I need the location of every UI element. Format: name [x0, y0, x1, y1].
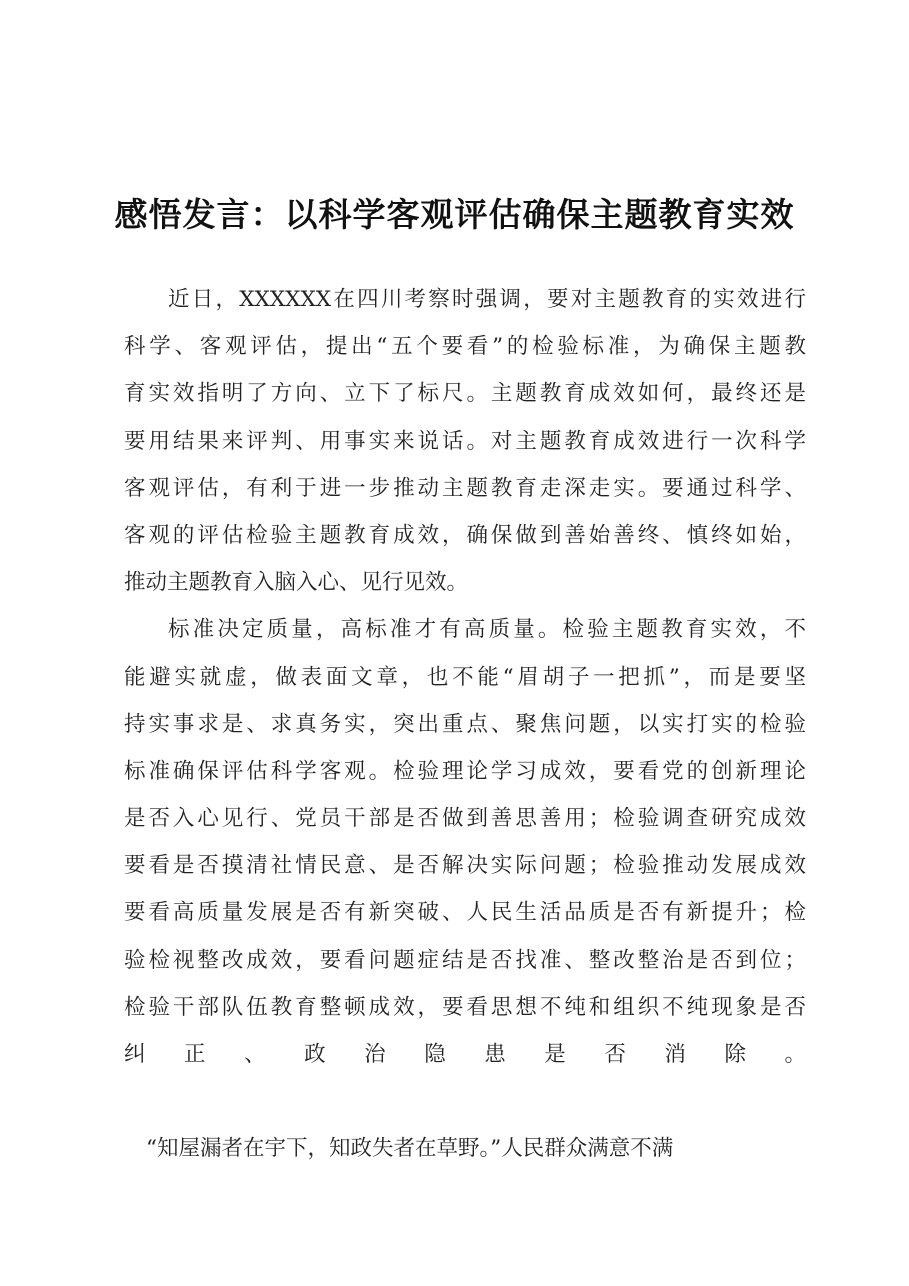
text-line: 检验干部队伍教育整顿成效，要看思想不纯和组织不纯现象是否	[124, 994, 806, 1020]
text-line: 验检视整改成效，要看问题症结是否找准、整改整治是否到位；	[124, 947, 806, 973]
text-line: 育实效指明了方向、立下了标尺。主题教育成效如何，最终还是	[124, 381, 806, 407]
paragraph-1	[124, 276, 806, 606]
text-line: 客观的评估检验主题教育成效，确保做到善始善终、慎终如始，	[124, 522, 806, 548]
text-line	[124, 1078, 806, 1125]
text-line: 要看高质量发展是否有新突破、人民生活品质是否有新提升；检	[124, 900, 806, 926]
document-body	[124, 276, 806, 1173]
text-line: 推动主题教育入脑入心、见行见效。	[124, 570, 469, 596]
text-line: “知屋漏者在宇下，知政失者在草野。”人民群众满意不满	[146, 1136, 674, 1162]
document-title: 感悟发言：以科学客观评估确保主题教育实效	[114, 195, 795, 234]
text-line: 要看是否摸清社情民意、是否解决实际问题；检验推动发展成效	[124, 853, 806, 879]
text-line: 科学、客观评估，提出“五个要看”的检验标准，为确保主题教	[124, 334, 806, 360]
paragraph-3	[124, 1125, 806, 1172]
text-line: 持实事求是、求真务实，突出重点、聚焦问题，以实打实的检验	[124, 711, 806, 737]
text-line: 标准决定质量，高标准才有高质量。检验主题教育实效，不	[168, 617, 806, 643]
text-line: 要用结果来评判、用事实来说话。对主题教育成效进行一次科学	[124, 428, 806, 454]
text-line: 纠正、政治隐患是否消除。	[124, 1042, 806, 1067]
text-line: 是否入心见行、党员干部是否做到善思善用；检验调查研究成效	[124, 806, 806, 832]
paragraph-2	[124, 606, 806, 1125]
text-line: 近日，XXXXXX在四川考察时强调，要对主题教育的实效进行	[168, 287, 806, 312]
text-line: 能避实就虚，做表面文章，也不能“眉胡子一把抓”，而是要坚	[124, 664, 806, 690]
text-line: 客观评估，有利于进一步推动主题教育走深走实。要通过科学、	[124, 475, 806, 501]
text-line: 标准确保评估科学客观。检验理论学习成效，要看党的创新理论	[124, 758, 806, 784]
